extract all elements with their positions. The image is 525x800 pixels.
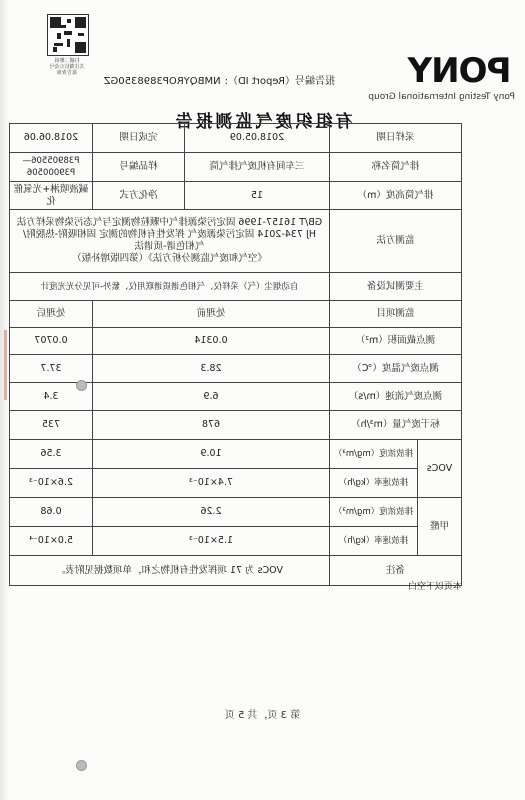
table-row: [9, 210, 461, 273]
sampling-date-label: 采样日期: [329, 124, 461, 153]
stack-name-value: 三车间有机废气排气筒: [184, 153, 329, 182]
sample-no-value: P38905506—P39000506: [9, 153, 92, 182]
row-label: 测点截面积（m²）: [329, 328, 461, 355]
table-row: [9, 124, 461, 153]
purification-label: 净化方式: [92, 182, 184, 210]
table-row: [9, 469, 461, 498]
method-line: 气相色谱-质谱法: [134, 241, 205, 252]
document-title: 有组织废气监测报告: [172, 112, 353, 132]
table-row: [9, 273, 461, 301]
after-value: 2.6×10⁻³: [9, 469, 92, 498]
stack-height-label: 排气筒高度（m）: [329, 182, 461, 210]
vocs-label: VOCs: [418, 440, 462, 498]
qr-caption-line: 报告查询: [57, 70, 78, 76]
remark-label: 备注: [329, 556, 461, 586]
formaldehyde-label: 甲醛: [418, 498, 462, 556]
emission-table: [9, 123, 462, 586]
completion-date-value: 2018.06.06: [9, 124, 92, 153]
after-value: 735: [9, 411, 92, 440]
table-row: [9, 556, 461, 586]
before-value: 7.4×10⁻³: [92, 469, 329, 498]
table-row: [9, 328, 461, 355]
qr-caption-line: 关注微信公众号: [49, 64, 85, 70]
before-value: 28.3: [92, 355, 329, 383]
method-label: 监测方法: [329, 210, 461, 273]
qr-code-icon: [47, 14, 89, 56]
sample-no-label: 样品编号: [92, 153, 184, 182]
remark-value: VOCs 为 71 项挥发性有机物之和，单项数据见附表。: [9, 556, 329, 586]
stack-height-value: 15: [184, 182, 329, 210]
pony-logo-icon: [405, 52, 515, 88]
after-value: 37.7: [9, 355, 92, 383]
before-value: 2.26: [92, 498, 329, 527]
row-label: 排放浓度（mg/m³）: [329, 498, 417, 527]
row-label: 测点废气流速（m/s）: [329, 383, 461, 411]
binding-hole: [76, 380, 87, 391]
table-row: [9, 440, 461, 469]
row-label: 标干废气量（m³/h）: [329, 411, 461, 440]
report-number-value: NMBQYROP3898350GZ: [103, 76, 221, 87]
completion-date-label: 完成日期: [92, 124, 184, 153]
qr-caption: [39, 58, 95, 76]
before-value: 678: [92, 411, 329, 440]
method-value: [9, 210, 329, 273]
row-label: 排放速率（kg/h）: [329, 527, 417, 556]
after-label: 处理后: [9, 301, 92, 328]
item-label: 监测项目: [329, 301, 461, 328]
before-value: 6.9: [92, 383, 329, 411]
page-number: 第 3 页，共 5 页: [224, 710, 301, 721]
purification-value: 碱液喷淋+光氧催化: [9, 182, 92, 210]
binding-hole: [76, 760, 87, 771]
after-value: 3.56: [9, 440, 92, 469]
after-value: 0.0707: [9, 328, 92, 355]
after-value: 5.0×10⁻⁴: [9, 527, 92, 556]
row-label: 测点废气温度（℃）: [329, 355, 461, 383]
table-row: [9, 411, 461, 440]
row-label: 排放浓度（mg/m³）: [329, 440, 417, 469]
company-english-name: Pony Testing International Group: [368, 92, 515, 102]
after-value: 3.4: [9, 383, 92, 411]
stack-name-label: 排气筒名称: [329, 153, 461, 182]
equipment-label: 主要测试设备: [329, 273, 461, 301]
method-line: 《空气和废气监测分析方法》（第四版增补版）: [72, 253, 267, 264]
before-value: 1.5×10⁻³: [92, 527, 329, 556]
before-label: 处理前: [92, 301, 329, 328]
method-line: GB/T 16157-1996 固定污染源排气中颗粒物测定与气态污染物采样方法: [16, 217, 323, 228]
report-number-label: 报告编号（Report ID）:: [224, 76, 335, 87]
sampling-date-value: 2018.05.09: [184, 124, 329, 153]
row-label: 排放速率（kg/h）: [329, 469, 417, 498]
table-row: [9, 153, 461, 182]
before-value: 10.9: [92, 440, 329, 469]
qr-caption-line: 扫描二维码: [54, 58, 80, 64]
before-value: 0.0314: [92, 328, 329, 355]
table-row: [9, 301, 461, 328]
table-row: [9, 182, 461, 210]
table-row: [9, 527, 461, 556]
after-value: 0.68: [9, 498, 92, 527]
below-table-note: 本页以下空白: [407, 582, 462, 592]
method-line: HJ 734-2014 固定污染源废气 挥发性有机物的测定 固相吸附-热脱附/: [23, 229, 316, 240]
logo-wordmark: PONY: [408, 52, 512, 88]
report-number: [100, 72, 335, 87]
table-row: [9, 355, 461, 383]
table-row: [9, 498, 461, 527]
equipment-value: 自动烟尘（气）采样仪、气相色谱质谱联用仪、紫外-可见分光光度计: [9, 273, 329, 301]
